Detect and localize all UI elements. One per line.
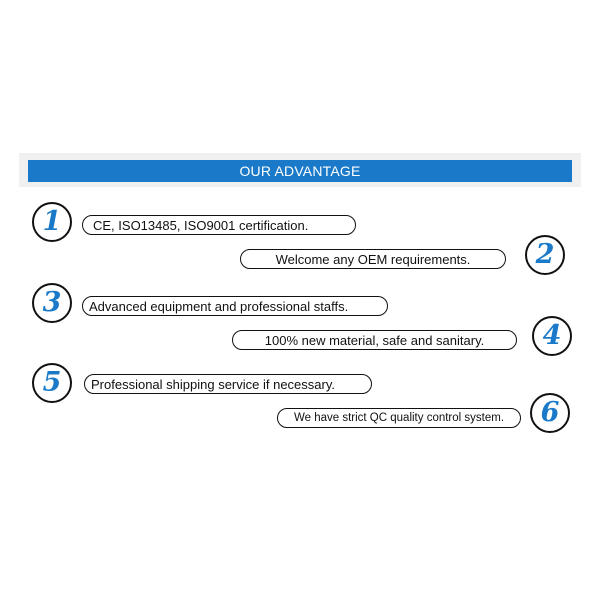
number-badge-4: [532, 316, 572, 356]
number-badge-3: [32, 283, 72, 323]
advantage-item-5: Professional shipping service if necessary.: [84, 374, 372, 394]
advantage-item-1: CE, ISO13485, ISO9001 certification.: [82, 215, 356, 235]
number-2: 2: [535, 239, 555, 270]
number-badge-6: [530, 393, 570, 433]
number-1: 1: [42, 206, 62, 237]
advantage-item-2: Welcome any OEM requirements.: [240, 249, 506, 269]
section-title: OUR ADVANTAGE: [28, 160, 572, 182]
advantage-item-4: 100% new material, safe and sanitary.: [232, 330, 517, 350]
number-badge-2: [525, 235, 565, 275]
number-3: 3: [42, 287, 62, 318]
advantage-item-3: Advanced equipment and professional staffs.: [82, 296, 388, 316]
number-5: 5: [42, 367, 62, 398]
number-badge-1: [32, 202, 72, 242]
number-4: 4: [542, 320, 562, 351]
number-6: 6: [540, 397, 560, 428]
advantage-item-6: We have strict QC quality control system.: [277, 408, 521, 428]
number-badge-5: [32, 363, 72, 403]
